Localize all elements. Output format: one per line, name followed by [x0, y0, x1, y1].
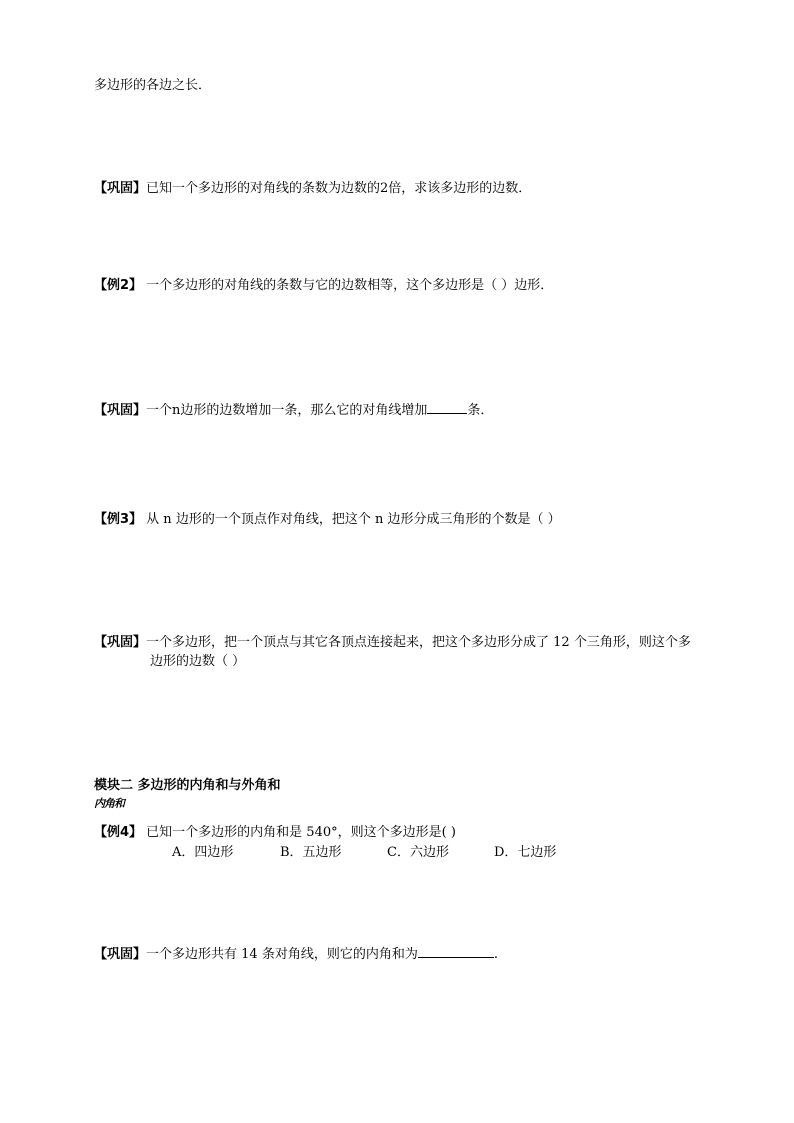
item-text: 已知一个多边形的对角线的条数为边数的2倍，求该多边形的边数． — [146, 181, 532, 196]
item-text-after: 条． — [467, 403, 494, 418]
exercise-consolidate-3-line2: 边形的边数（ ） — [150, 654, 246, 669]
item-text: 已知一个多边形的内角和是 540°，则这个多边形是( ) — [142, 825, 456, 840]
answer-blank — [418, 945, 494, 958]
item-tag: 【例4】 — [94, 825, 143, 840]
exercise-consolidate-4 — [94, 945, 498, 964]
option-d: D．七边形 — [494, 845, 557, 860]
option-a: A．四边形 — [172, 845, 234, 860]
example-2 — [94, 277, 553, 295]
item-tag: 【巩固】 — [94, 635, 147, 650]
item-tag: 【巩固】 — [94, 947, 147, 962]
option-b: B．五边形 — [280, 845, 342, 860]
exercise-consolidate-1 — [94, 180, 531, 198]
example-3 — [94, 511, 561, 529]
module-title: 模块二 多边形的内角和与外角和 — [94, 778, 281, 793]
item-text: 一个多边形的对角线的条数与它的边数相等，这个多边形是（ ）边形． — [142, 278, 554, 293]
exercise-consolidate-3 — [94, 634, 691, 652]
item-text: 一个多边形共有 14 条对角线，则它的内角和为 — [146, 947, 418, 962]
module-subtitle: 内角和 — [94, 797, 124, 810]
item-text-after: . — [493, 947, 498, 962]
exercise-consolidate-2 — [94, 401, 493, 420]
item-tag: 【巩固】 — [94, 403, 147, 418]
item-tag: 【例2】 — [94, 278, 143, 293]
item-tag: 【例3】 — [94, 512, 143, 527]
intro-text: 多边形的各边之长． — [94, 78, 212, 93]
option-c: C．六边形 — [387, 845, 449, 860]
item-text: 从 n 边形的一个顶点作对角线，把这个 n 边形分成三角形的个数是（ ） — [142, 512, 561, 527]
item-text: 一个n边形的边数增加一条，那么它的对角线增加 — [146, 403, 428, 418]
item-text: 一个多边形，把一个顶点与其它各顶点连接起来，把这个多边形分成了 12 个三角形，则这个多 — [146, 635, 691, 650]
example-4 — [94, 824, 456, 842]
answer-blank — [427, 401, 467, 414]
item-tag: 【巩固】 — [94, 181, 147, 196]
